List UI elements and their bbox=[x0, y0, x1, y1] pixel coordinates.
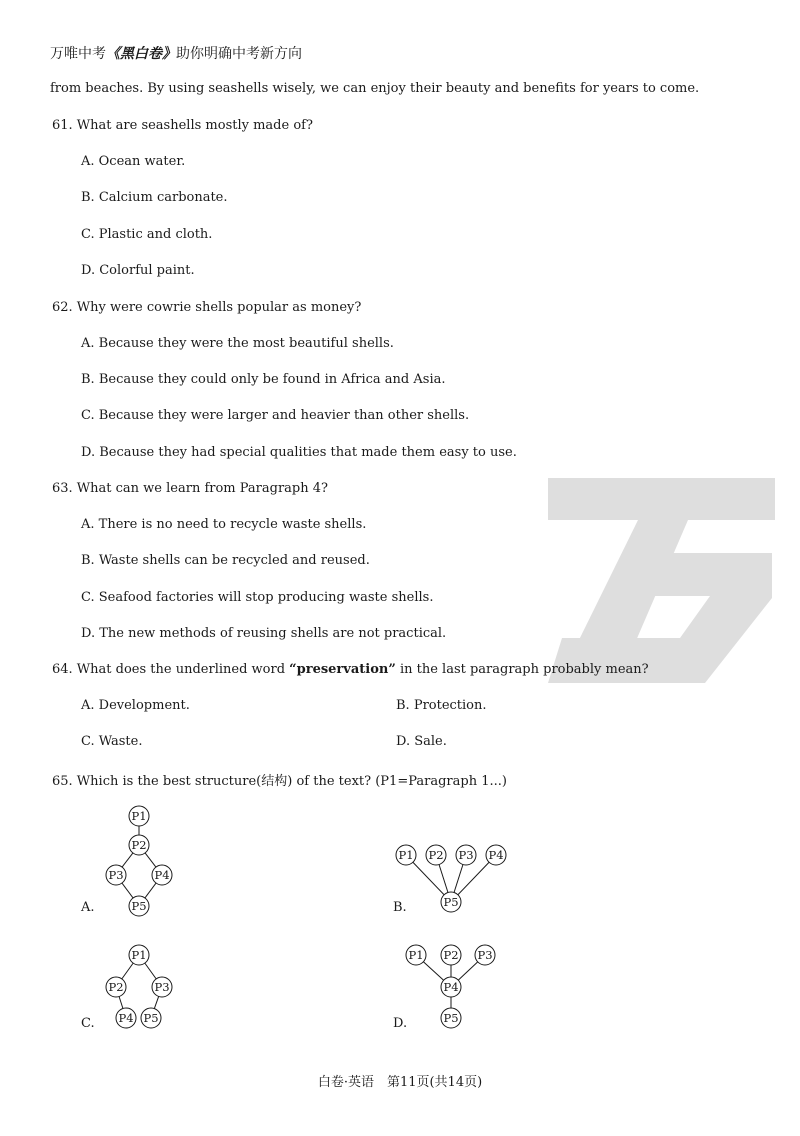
diagram-node-label: P3 bbox=[154, 980, 170, 994]
diagram-edge bbox=[145, 963, 156, 979]
diagram-edge bbox=[122, 883, 133, 898]
diagram-node-label: P5 bbox=[143, 1011, 159, 1025]
q61-option-c: C. Plastic and cloth. bbox=[81, 227, 213, 242]
diagram-node-label: P4 bbox=[488, 848, 504, 862]
diagram-d bbox=[406, 945, 495, 1028]
diagram-node-label: P4 bbox=[118, 1011, 134, 1025]
diagram-node-label: P5 bbox=[443, 1011, 459, 1025]
q65-option-b-letter: B. bbox=[393, 900, 407, 915]
diagram-node-label: P4 bbox=[443, 980, 459, 994]
q64-option-b: B. Protection. bbox=[396, 698, 487, 713]
q65-option-d-letter: D. bbox=[393, 1016, 408, 1031]
diagram-node-label: P2 bbox=[108, 980, 124, 994]
diagram-node-label: P3 bbox=[477, 948, 493, 962]
diagram-b bbox=[396, 845, 506, 912]
diagram-node-label: P1 bbox=[398, 848, 414, 862]
diagram-node-label: P5 bbox=[131, 899, 147, 913]
diagram-node-label: P2 bbox=[131, 838, 147, 852]
diagram-node-label: P2 bbox=[443, 948, 459, 962]
q63-option-b: B. Waste shells can be recycled and reused. bbox=[81, 553, 370, 568]
diagram-edge bbox=[145, 883, 156, 898]
page-footer: 白卷·英语 第11页(共14页) bbox=[317, 1075, 483, 1090]
q64-option-d: D. Sale. bbox=[396, 734, 447, 749]
q64-option-c: C. Waste. bbox=[81, 734, 143, 749]
diagram-node-label: P2 bbox=[428, 848, 444, 862]
diagram-node-label: P5 bbox=[443, 895, 459, 909]
diagram-edge bbox=[154, 996, 158, 1008]
question-62-stem: 62. Why were cowrie shells popular as money? bbox=[52, 300, 362, 315]
diagram-edge bbox=[122, 853, 133, 867]
diagram-node-label: P3 bbox=[458, 848, 474, 862]
question-63-stem: 63. What can we learn from Paragraph 4? bbox=[52, 481, 329, 496]
diagram-node-label: P4 bbox=[154, 868, 170, 882]
q61-option-a: A. Ocean water. bbox=[81, 154, 186, 169]
question-65-stem: 65. Which is the best structure(结构) of the text? (P1=Paragraph 1...) bbox=[52, 774, 507, 789]
diagram-node-label: P1 bbox=[131, 948, 147, 962]
q61-option-d: D. Colorful paint. bbox=[81, 263, 195, 278]
q64-option-a: A. Development. bbox=[81, 698, 190, 713]
diagram-node-label: P1 bbox=[131, 809, 147, 823]
diagram-edge bbox=[145, 853, 156, 867]
diagram-node-label: P3 bbox=[108, 868, 124, 882]
diagram-edge bbox=[122, 963, 133, 979]
q65-option-a-letter: A. bbox=[81, 900, 95, 915]
q64-stem-post: in the last paragraph probably mean? bbox=[395, 662, 649, 677]
q62-option-a: A. Because they were the most beautiful shells. bbox=[81, 336, 394, 351]
q64-stem-pre: 64. What does the underlined word bbox=[52, 662, 290, 677]
structure-diagrams bbox=[0, 800, 800, 1040]
diagram-c bbox=[106, 945, 172, 1028]
diagram-node-label: P1 bbox=[408, 948, 424, 962]
question-61-stem: 61. What are seashells mostly made of? bbox=[52, 118, 313, 133]
q63-option-a: A. There is no need to recycle waste shells. bbox=[81, 517, 367, 532]
page-header bbox=[50, 43, 302, 63]
q65-option-c-letter: C. bbox=[81, 1016, 95, 1031]
diagram-edge bbox=[119, 997, 123, 1009]
q64-underlined-word: “preservation” bbox=[289, 662, 396, 677]
diagram-a bbox=[106, 806, 172, 916]
header-prefix: 万唯中考 bbox=[50, 46, 106, 62]
intro-line: from beaches. By using seashells wisely, we can enjoy their beauty and benefits for years to come. bbox=[50, 81, 700, 96]
header-suffix: 助你明确中考新方向 bbox=[176, 46, 302, 62]
q61-option-b: B. Calcium carbonate. bbox=[81, 190, 228, 205]
q62-option-d: D. Because they had special qualities that made them easy to use. bbox=[81, 445, 517, 460]
q62-option-c: C. Because they were larger and heavier than other shells. bbox=[81, 408, 470, 423]
diagram-edge bbox=[458, 962, 477, 980]
question-64-stem bbox=[52, 662, 649, 677]
diagram-edge bbox=[439, 865, 448, 893]
q62-option-b: B. Because they could only be found in Africa and Asia. bbox=[81, 372, 446, 387]
diagram-edge bbox=[454, 865, 463, 893]
diagram-edge bbox=[423, 962, 443, 981]
header-brand: 《黑白卷》 bbox=[106, 46, 176, 62]
q63-option-c: C. Seafood factories will stop producing waste shells. bbox=[81, 590, 434, 605]
q63-option-d: D. The new methods of reusing shells are not practical. bbox=[81, 626, 447, 641]
